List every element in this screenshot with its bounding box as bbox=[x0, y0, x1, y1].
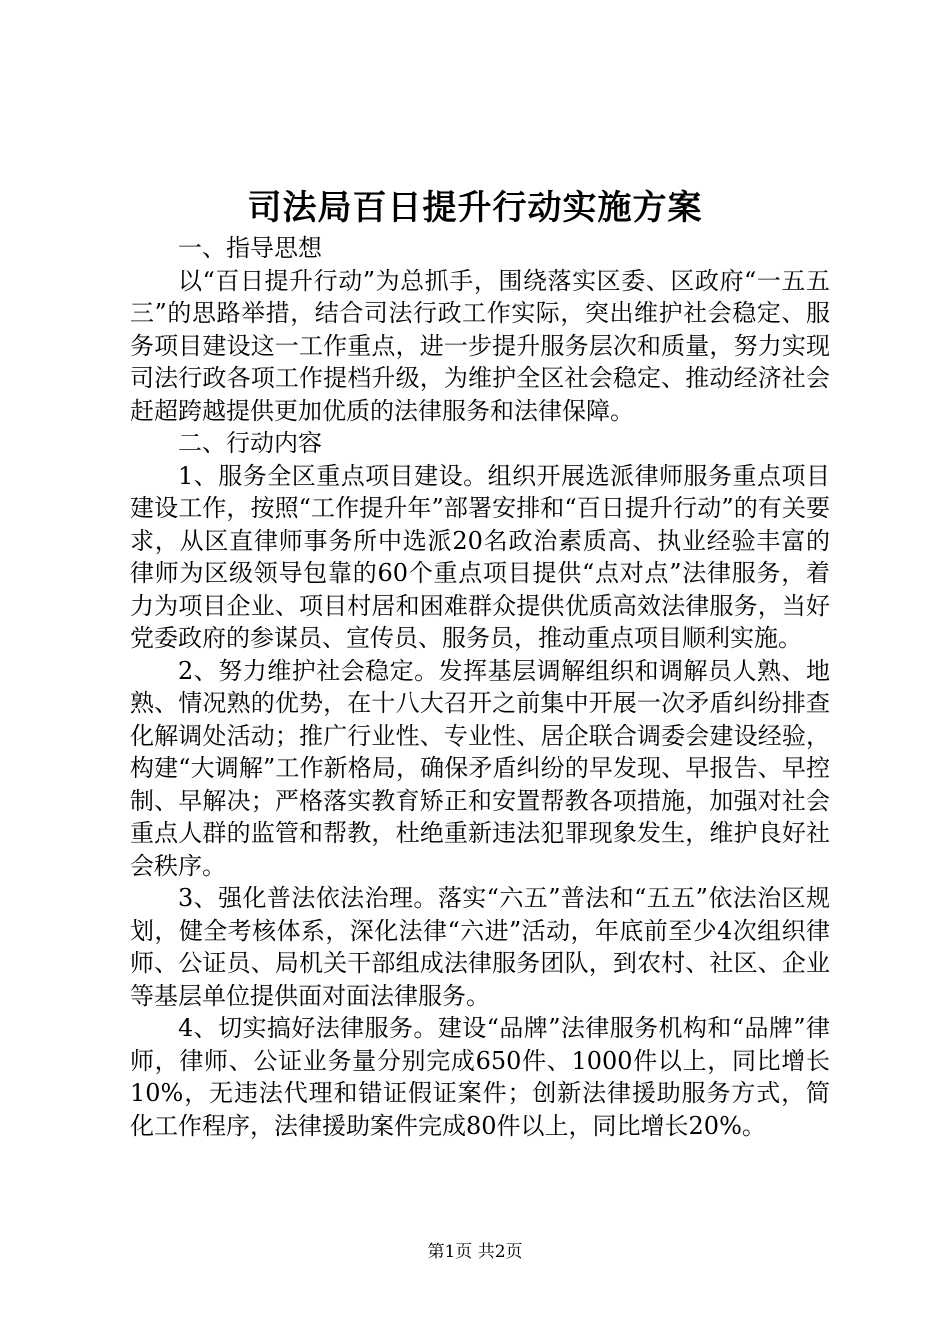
paragraph-item-1: 1、服务全区重点项目建设。组织开展选派律师服务重点项目建设工作，按照“工作提升年”部署安排和“百日提升行动”的有关要求，从区直律师事务所中选派20名政治素质高、执业经验丰富的律师为区级领导包靠的60个重点项目提供“点对点”法律服务，着力为项目企业、项目村居和困难群众提供优质高效法律服务，当好党委政府的参谋员、宣传员、服务员，推动重点项目顺利实施。 bbox=[130, 461, 830, 652]
paragraph-guiding-ideology: 以“百日提升行动”为总抓手，围绕落实区委、区政府“一五五三”的思路举措，结合司法行政工作实际，突出维护社会稳定、服务项目建设这一工作重点，进一步提升服务层次和质量，努力实现司法行政各项工作提档升级，为维护全区社会稳定、推动经济社会赶超跨越提供更加优质的法律服务和法律保障。 bbox=[130, 266, 830, 425]
document-body bbox=[130, 232, 830, 1142]
paragraph-item-3: 3、强化普法依法治理。落实“六五”普法和“五五”依法治区规划，健全考核体系，深化法律“六进”活动，年底前至少4次组织律师、公证员、局机关干部组成法律服务团队，到农村、社区、企业等基层单位提供面对面法律服务。 bbox=[130, 884, 830, 1010]
document-title: 司法局百日提升行动实施方案 bbox=[247, 188, 703, 228]
page-footer: 第1页 共2页 bbox=[427, 1242, 523, 1262]
section-heading-guiding-ideology: 一、指导思想 bbox=[178, 234, 322, 262]
section-heading-action-content: 二、行动内容 bbox=[178, 429, 322, 457]
paragraph-item-2: 2、努力维护社会稳定。发挥基层调解组织和调解员人熟、地熟、情况熟的优势，在十八大召开之前集中开展一次矛盾纠纷排查化解调处活动；推广行业性、专业性、居企联合调委会建设经验，构建“大调解”工作新格局，确保矛盾纠纷的早发现、早报告、早控制、早解决；严格落实教育矫正和安置帮教各项措施，加强对社会重点人群的监管和帮教，杜绝重新违法犯罪现象发生，维护良好社会秩序。 bbox=[130, 656, 830, 880]
paragraph-item-4: 4、切实搞好法律服务。建设“品牌”法律服务机构和“品牌”律师，律师、公证业务量分别完成650件、1000件以上，同比增长10%，无违法代理和错证假证案件；创新法律援助服务方式，简化工作程序，法律援助案件完成80件以上，同比增长20%。 bbox=[130, 1014, 830, 1140]
